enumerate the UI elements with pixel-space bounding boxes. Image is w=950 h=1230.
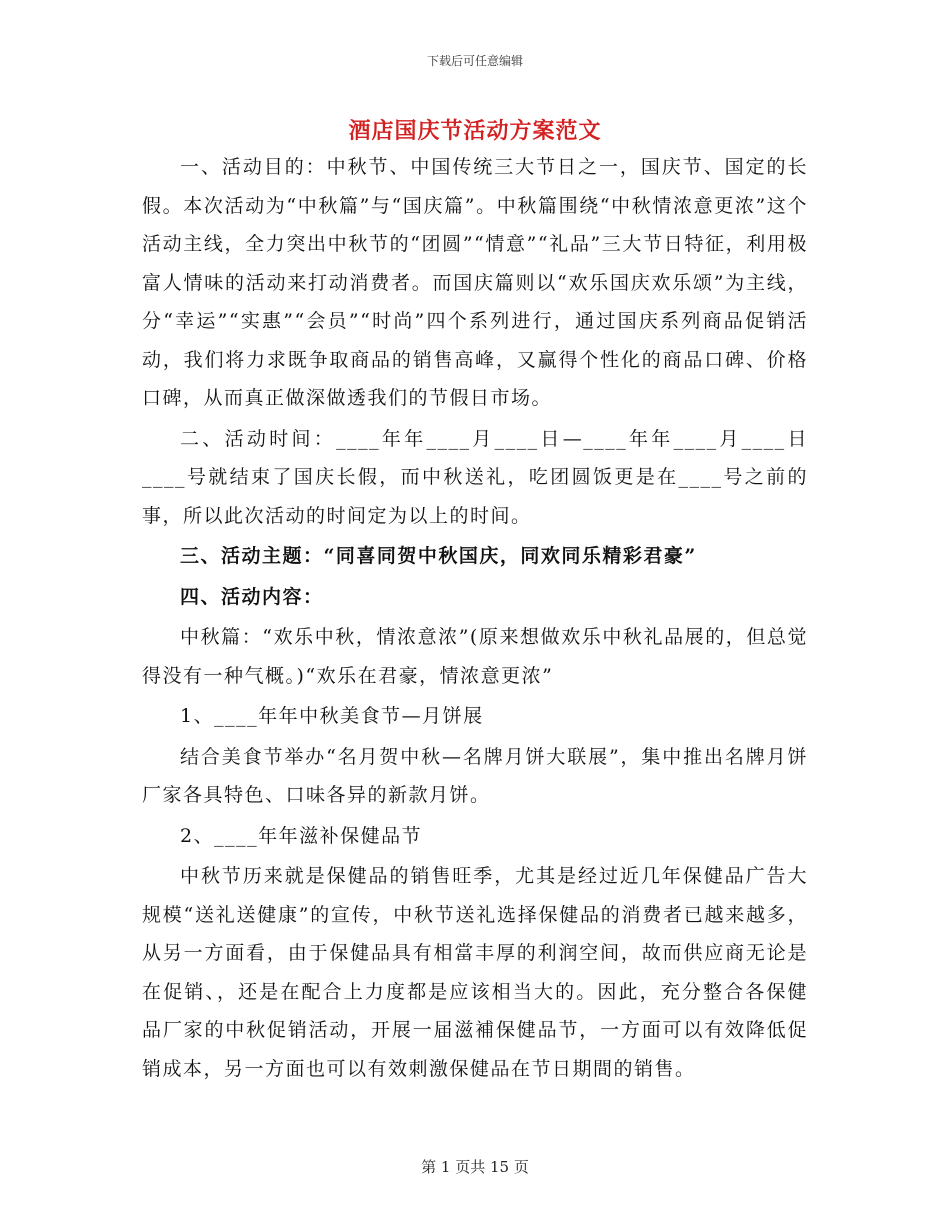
- paragraph-midautumn: 中秋篇：“欢乐中秋，情浓意浓”(原来想做欢乐中秋礼品展的，但总觉得没有一种气概。)“欢乐在君豪，情浓意更浓”: [142, 626, 808, 687]
- paragraph-time: 二、活动时间：____年年____月____日—____年年____月____日____号就结束了国庆长假，而中秋送礼，吃团圆饭更是在____号之前的事，所以此次活动的时间定为以上的时间。: [142, 427, 808, 527]
- heading-content: 四、活动内容：: [180, 585, 324, 608]
- page-number: 第 1 页共 15 页: [421, 1158, 529, 1176]
- paragraph-purpose: 一、活动目的：中秋节、中国传统三大节日之一，国庆节、国定的长假。本次活动为“中秋篇”与“国庆篇”。中秋篇围绕“中秋情浓意更浓”这个活动主线，全力突出中秋节的“团圆”“情意”“礼品”三大节日特征，利用极富人情味的活动来打动消费者。而国庆篇则以“欢乐国庆欢乐颂”为主线，分“幸运”“实惠”“会员”“时尚”四个系列进行，通过国庆系列商品促销活动，我们将力求既争取商品的销售高峰，又赢得个性化的商品口碑、价格口碑，从而真正做深做透我们的节假日市场。: [142, 156, 808, 409]
- document-title: 酒店国庆节活动方案范文: [348, 118, 602, 144]
- document-body: [142, 148, 808, 1090]
- page-header-note: 下载后可任意编辑: [426, 54, 523, 68]
- item-heading-1: 1、____年年中秋美食节—月饼展: [180, 705, 484, 727]
- heading-theme: 三、活动主题：“同喜同贺中秋国庆，同欢同乐精彩君豪”: [180, 545, 697, 567]
- paragraph-health: 中秋节历来就是保健品的销售旺季，尤其是经过近几年保健品广告大规模“送礼送健康”的宣传，中秋节送礼选择保健品的消费者已越来越多，从另一方面看，由于保健品具有相當丰厚的利润空间，故而供应商无论是在促销、，还是在配合上力度都是应该相当大的。因此，充分整合各保健品厂家的中秋促销活动，开展一届滋補保健品节，一方面可以有效降低促销成本，另一方面也可以有效刺激保健品在节日期間的销售。: [142, 865, 808, 1080]
- paragraph-mooncake: 结合美食节举办“名月贺中秋—名牌月饼大联展”，集中推出名牌月饼厂家各具特色、口味各异的新款月饼。: [142, 745, 808, 806]
- item-heading-2: 2、____年年滋补保健品节: [180, 824, 423, 847]
